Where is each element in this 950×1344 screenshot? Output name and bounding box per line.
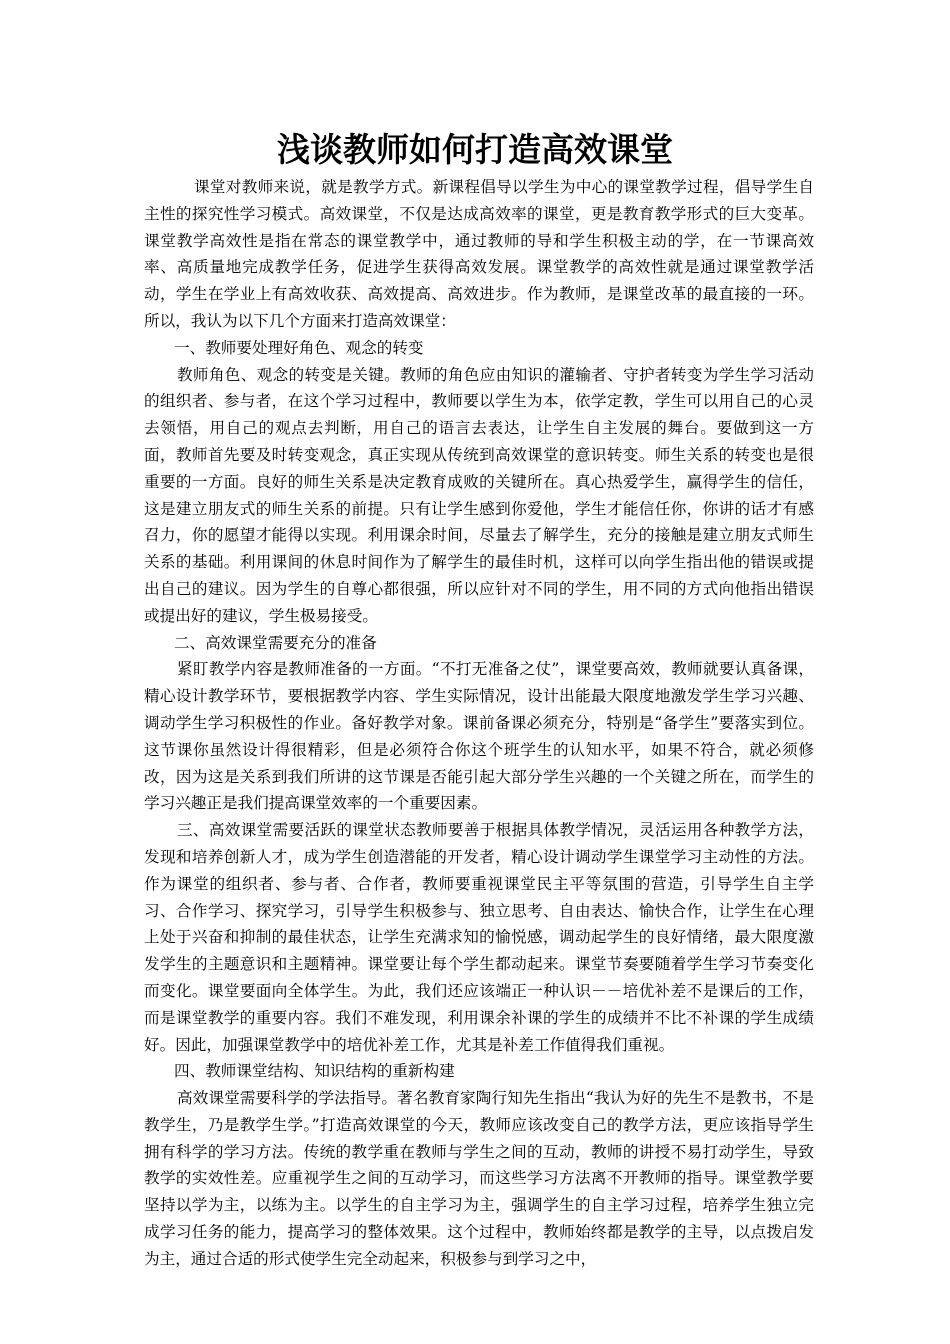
intro-paragraph: 课堂对教师来说，就是教学方式。新课程倡导以学生为中心的课堂教学过程，倡导学生自主性的探究性学习模式。高效课堂，不仅是达成高效率的课堂，更是教育教学形式的巨大变革。课堂教学高效性是指在常态的课堂教学中，通过教师的导和学生积极主动的学，在一节课高效率、高质量地完成教学任务，促进学生获得高效发展。课堂教学的高效性就是通过课堂教学活动，学生在学业上有高效收获、高效提高、高效进步。作为教师，是课堂改革的最直接的一环。所以，我认为以下几个方面来打造高效课堂： [144,178,814,330]
section-body-1: 教师角色、观念的转变是关键。教师的角色应由知识的灌输者、守护者转变为学生学习活动的组织者、参与者，在这个学习过程中，教师要以学生为本，依学定教，学生可以用自己的心灵去领悟，用自己的观点去判断，用自己的语言去表达，让学生自主发展的舞台。要做到这一方面，教师首先要及时转变观念，真正实现从传统到高效课堂的意识转变。师生关系的转变也是很重要的一方面。良好的师生关系是决定教育成败的关键所在。真心热爱学生，赢得学生的信任，这是建立朋友式的师生关系的前提。只有让学生感到你爱他，学生才能信任你，你讲的话才有感召力，你的愿望才能得以实现。利用课余时间，尽量去了解学生，充分的接触是建立朋友式师生关系的基础。利用课间的休息时间作为了解学生的最佳时机，这样可以向学生指出他的错误或提出自己的建议。因为学生的自尊心都很强，所以应针对不同的学生，用不同的方式向他指出错误或提出好的建议，学生极易接受。 [144,365,814,625]
section-body-3: 三、高效课堂需要活跃的课堂状态教师要善于根据具体教学情况，灵活运用各种教学方法，发现和培养创新人才，成为学生创造潜能的开发者，精心设计调动学生课堂学习主动性的方法。作为课堂的组织者、参与者、合作者，教师要重视课堂民主平等氛围的营造，引导学生自主学习、合作学习、探究学习，引导学生积极参与、独立思考、自由表达、愉快合作，让学生在心理上处于兴奋和抑制的最佳状态，让学生充满求知的愉悦感，调动起学生的良好情绪，最大限度激发学生的主题意识和主题精神。课堂要让每个学生都动起来。课堂节奏要随着学生学习节奏变化而变化。课堂要面向全体学生。为此，我们还应该端正一种认识－－培优补差不是课后的工作，而是课堂教学的重要内容。我们不难发现，利用课余补课的学生的成绩并不比不补课的学生成绩好。因此，加强课堂教学中的培优补差工作，尤其是补差工作值得我们重视。 [144,821,814,1054]
document-title: 浅谈教师如何打造高效课堂 [277,130,673,169]
document-body [144,174,814,1273]
section-body-2: 紧盯教学内容是教师准备的一方面。“不打无准备之仗”，课堂要高效，教师就要认真备课，精心设计教学环节，要根据教学内容、学生实际情况，设计出能最大限度地激发学生学习兴趣、调动学生学习积极性的作业。备好教学对象。课前备课必须充分，特别是“备学生”要落实到位。这节课你虽然设计得很精彩，但是必须符合你这个班学生的认知水平，如果不符合，就必须修改，因为这是关系到我们所讲的这节课是否能引起大部分学生兴趣的一个关键之所在，而学生的学习兴趣正是我们提高课堂效率的一个重要因素。 [144,660,814,813]
section-heading-1: 一、教师要处理好角色、观念的转变 [174,338,424,357]
section-body-4: 高效课堂需要科学的学法指导。著名教育家陶行知先生指出“我认为好的先生不是教书，不是教学生，乃是教学生学。”打造高效课堂的今天，教师应该改变自己的教学方法，更应该指导学生拥有科学的学习方法。传统的教学重在教师与学生之间的互动，教师的讲授不易打动学生，导致教学的实效性差。应重视学生之间的互动学习，而这些学习方法离不开教师的指导。课堂教学要坚持以学为主，以练为主。以学生的自主学习为主，强调学生的自主学习过程，培养学生独立完成学习任务的能力，提高学习的整体效果。这个过程中，教师始终都是教学的主导，以点拨启发为主，通过合适的形式使学生完全动起来，积极参与到学习之中， [144,1089,814,1268]
section-heading-2: 二、高效课堂需要充分的准备 [174,633,377,652]
section-heading-4: 四、教师课堂结构、知识结构的重新构建 [174,1062,455,1081]
